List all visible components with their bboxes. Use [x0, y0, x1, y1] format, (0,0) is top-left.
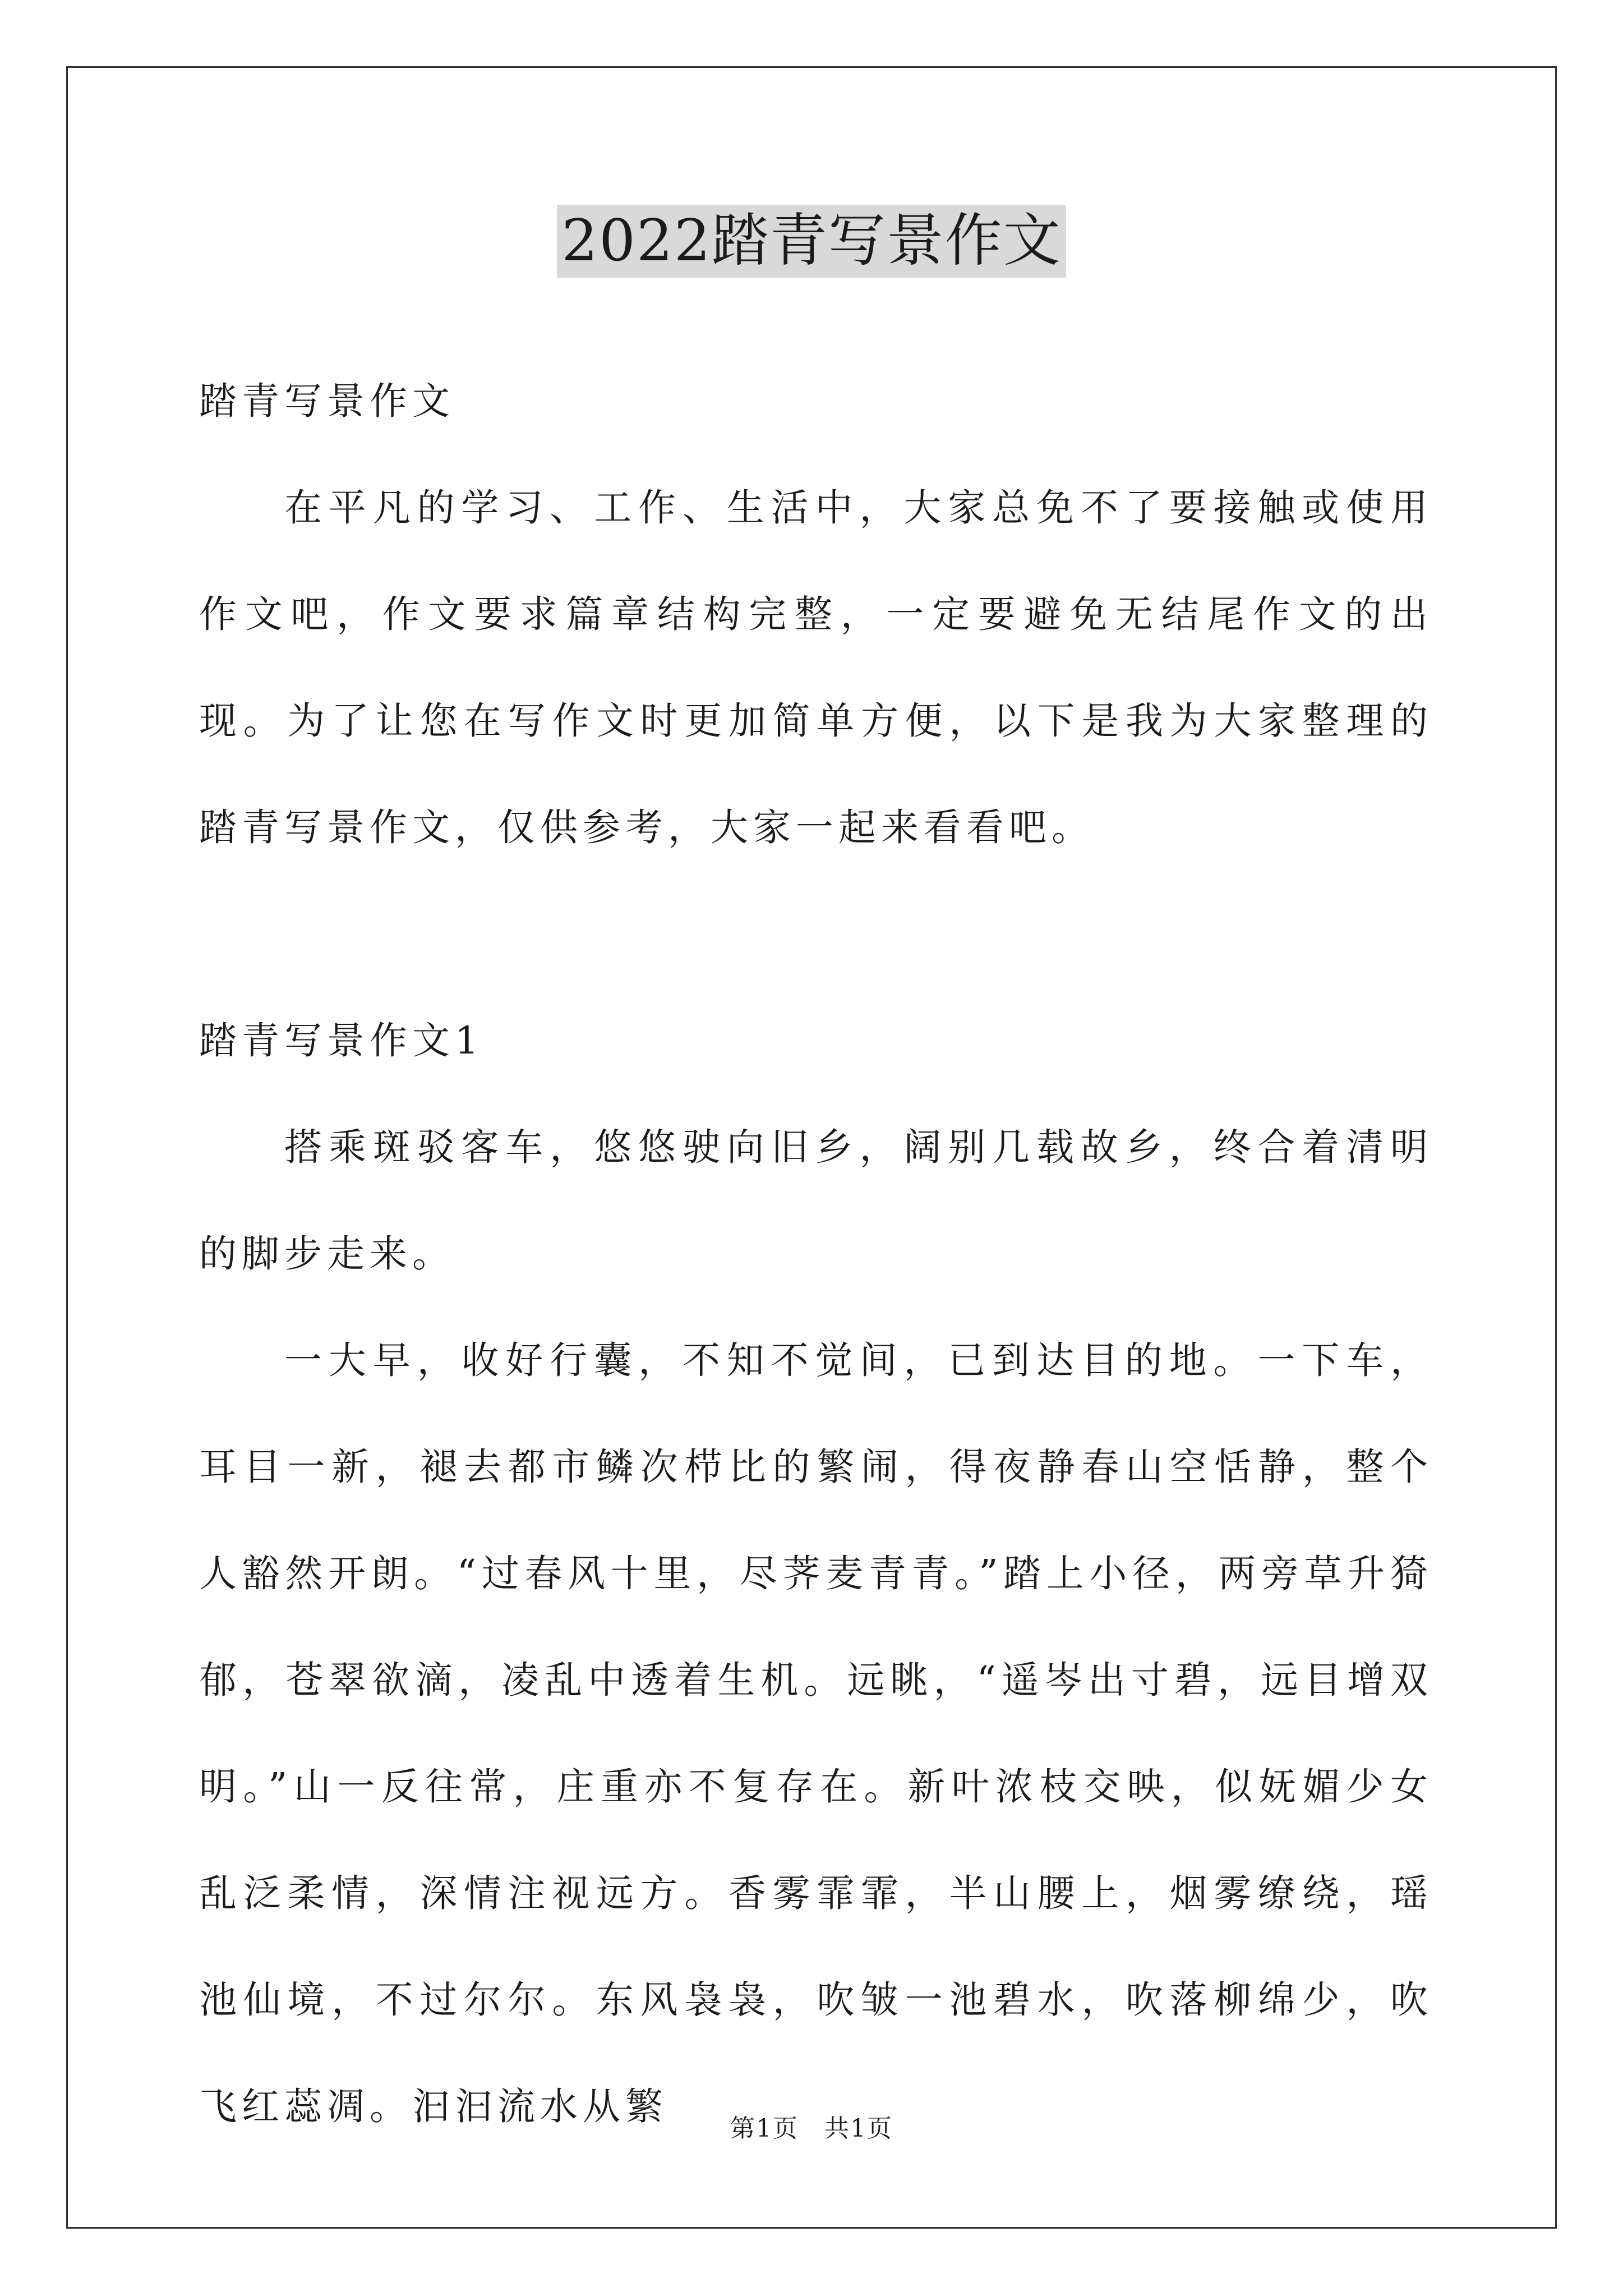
title-container	[0, 205, 1623, 278]
document-body	[199, 348, 1433, 2160]
subtitle: 踏青写景作文	[199, 379, 455, 423]
intro-paragraph: 在平凡的学习、工作、生活中，大家总免不了要接触或使用作文吧，作文要求篇章结构完整，一定要避免无结尾作文的出现。为了让您在写作文时更加简单方便，以下是我为大家整理的踏青写景作文，仅供参考，大家一起来看看吧。	[199, 486, 1433, 849]
section-spacer	[199, 881, 1433, 987]
page-footer: 第1页 共1页	[730, 2114, 893, 2143]
section-heading: 踏青写景作文1	[199, 1019, 484, 1062]
document-title: 2022踏青写景作文	[557, 205, 1066, 278]
body-paragraph: 一大早，收好行囊，不知不觉间，已到达目的地。一下车，耳目一新，褪去都市鳞次栉比的繁闹，得夜静春山空恬静，整个人豁然开朗。“过春风十里，尽荠麦青青。”踏上小径，两旁草升猗郁，苍翠欲滴，凌乱中透着生机。远眺，“遥岑出寸碧，远目增双明。”山一反往常，庄重亦不复存在。新叶浓枝交映，似妩媚少女乱泛柔情，深情注视远方。香雾霏霏，半山腰上，烟雾缭绕，瑶池仙境，不过尔尔。东风袅袅，吹皱一池碧水，吹落柳绵少，吹飞红蕊凋。汩汩流水从繁	[199, 1338, 1433, 2128]
body-paragraph: 搭乘斑驳客车，悠悠驶向旧乡，阔别几载故乡，终合着清明的脚步走来。	[199, 1125, 1433, 1276]
